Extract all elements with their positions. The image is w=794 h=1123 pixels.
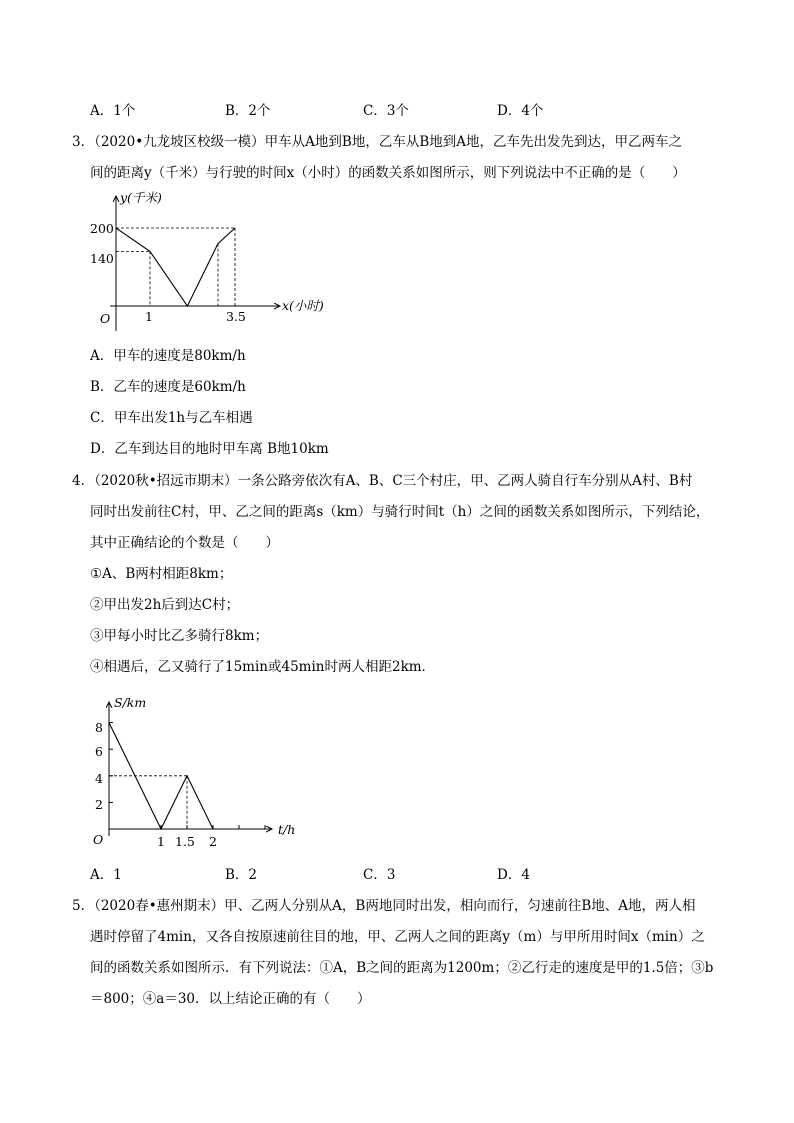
q4-stem-line2: 同时出发前往C村，甲、乙之间的距离s（km）与骑行时间t（h）之间的函数关系如图所示，下列结论，	[90, 504, 710, 520]
q3-origin-label: O	[100, 311, 111, 326]
q3-chart	[90, 188, 350, 338]
q4-xtick-2: 2	[209, 834, 217, 849]
q4-statement-3: ③甲每小时比乙多骑行8km；	[90, 628, 269, 644]
q3-ytick-200: 200	[90, 221, 114, 236]
q4-chart	[90, 694, 310, 854]
q4-ytick-2: 2	[95, 797, 103, 812]
q4-number: 4．	[72, 473, 95, 489]
q4-ytick-8: 8	[95, 720, 103, 735]
q2-option-d: D．4个	[497, 103, 544, 119]
q3-xtick-3-5: 3.5	[226, 309, 246, 324]
q3-ytick-140: 140	[90, 251, 114, 266]
q4-y-label: S/km	[114, 695, 147, 710]
q5-stem-line1: 5．（2020春•惠州期末）甲、乙两人分别从A，B两地同时出发，相向而行，匀速前往B地、A地，两人相	[72, 898, 696, 914]
q2-option-b: B．2个	[225, 103, 271, 119]
q4-statement-2: ②甲出发2h后到达C村；	[90, 597, 240, 613]
q3-option-b: B．乙车的速度是60km/h	[90, 379, 246, 395]
q3-option-d: D．乙车到达目的地时甲车离 B地10km	[90, 441, 329, 457]
q3-number: 3．	[72, 134, 95, 150]
q5-stem-line4: ＝800；④a＝30．以上结论正确的有（ ）	[90, 991, 371, 1007]
q4-option-c: C．3	[363, 867, 396, 883]
q4-option-d: D．4	[497, 867, 530, 883]
q4-origin-label: O	[93, 832, 104, 847]
q2-option-c: C．3个	[363, 103, 409, 119]
q3-series-line	[116, 228, 235, 306]
q4-ytick-6: 6	[95, 744, 103, 759]
q3-stem-line1: 3．（2020•九龙坡区校级一模）甲车从A地到B地，乙车从B地到A地，乙车先出发先到达，甲乙两车之	[72, 134, 683, 150]
q3-option-c: C．甲车出发1h与乙车相遇	[90, 410, 253, 426]
q3-option-a: A．甲车的速度是80km/h	[90, 348, 246, 364]
q4-ytick-4: 4	[95, 771, 103, 786]
q2-option-a: A．1个	[90, 103, 136, 119]
q5-number: 5．	[72, 898, 95, 914]
q4-statement-1: ①A、B两村相距8km；	[90, 566, 233, 582]
q4-stem-line1: 4．（2020秋•招远市期末）一条公路旁依次有A、B、C三个村庄，甲、乙两人骑自行车分别从A村、B村	[72, 473, 693, 489]
q3-xtick-1: 1	[145, 309, 153, 324]
q4-statement-4: ④相遇后，乙又骑行了15min或45min时两人相距2km．	[90, 659, 436, 675]
q5-stem-line3: 间的函数关系如图所示．有下列说法：①A，B之间的距离为1200m；②乙行走的速度是甲的1.5倍；③b	[90, 960, 714, 976]
q5-stem-line2: 遇时停留了4min，又各自按原速前往目的地，甲、乙两人之间的距离y（m）与甲所用时间x（min）之	[90, 929, 705, 945]
q4-stem-line3: 其中正确结论的个数是（ ）	[90, 535, 279, 551]
q4-xtick-1: 1	[157, 834, 165, 849]
q4-xtick-1-5: 1.5	[175, 834, 195, 849]
q3-stem-line2: 间的距离y（千米）与行驶的时间x（小时）的函数关系如图所示，则下列说法中不正确的是（ ）	[90, 165, 686, 181]
q3-y-label: y(千米)	[120, 190, 162, 205]
q4-x-label: t/h	[278, 822, 296, 837]
q4-option-a: A．1	[90, 867, 122, 883]
q3-x-label: x(小时)	[282, 298, 324, 313]
q4-option-b: B．2	[225, 867, 258, 883]
